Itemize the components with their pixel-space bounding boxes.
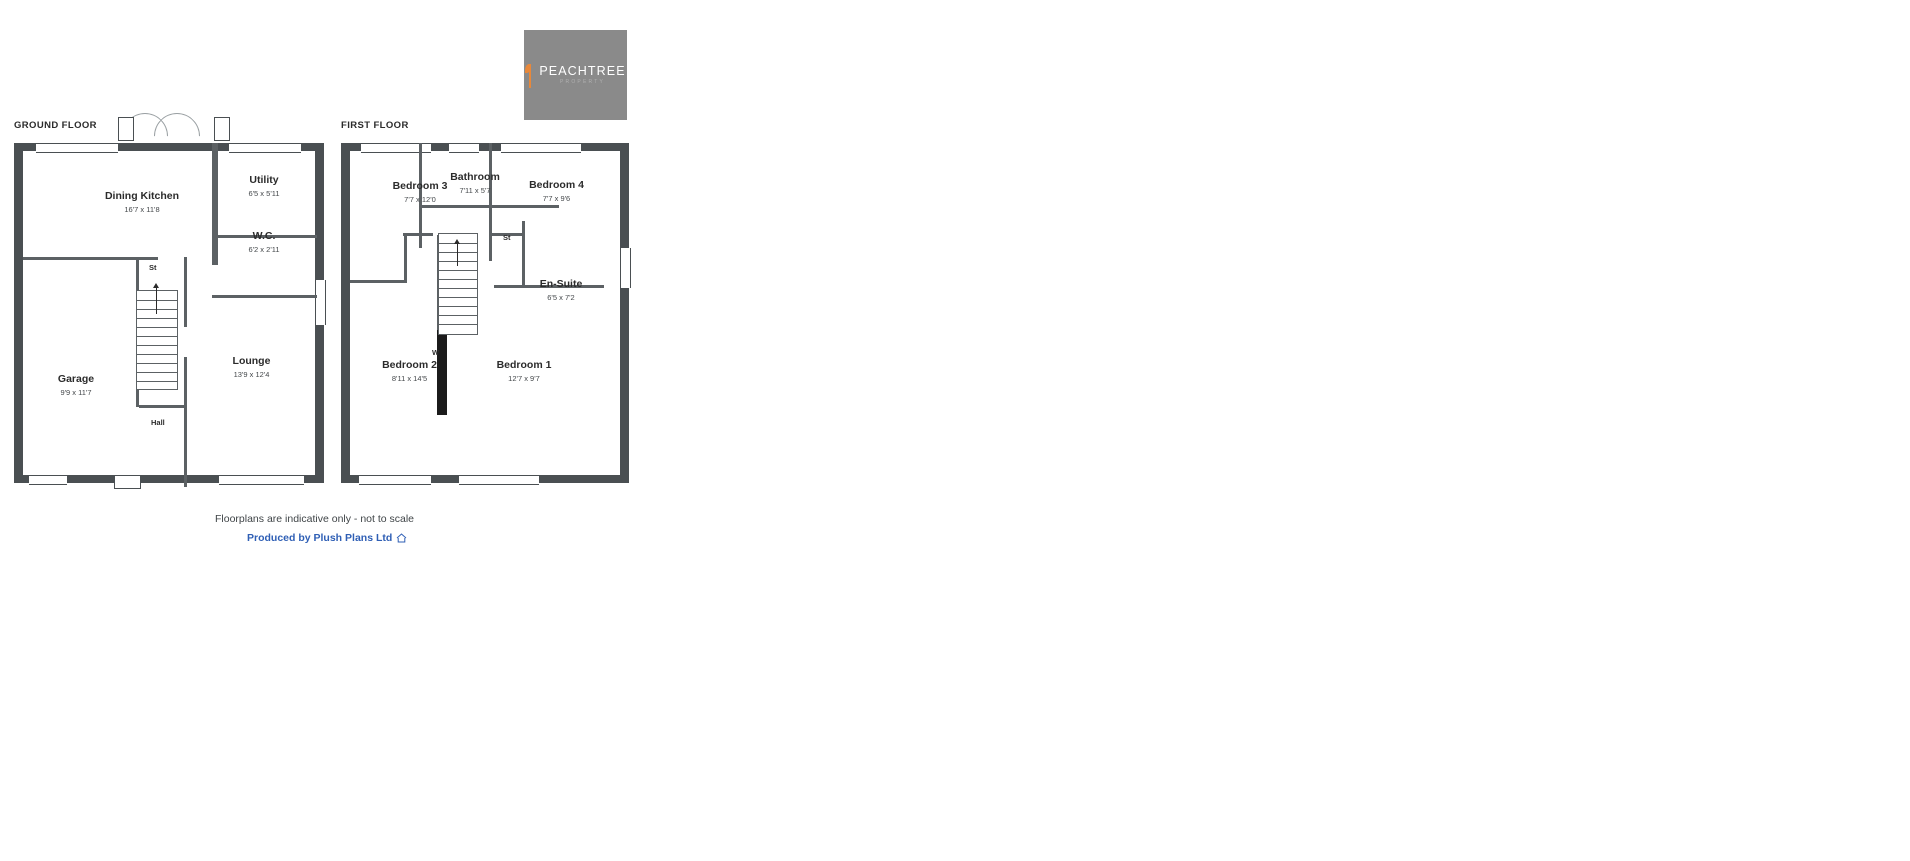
innerwall-landing-top xyxy=(403,233,433,236)
footer-credit-text: Produced by Plush Plans Ltd xyxy=(247,532,393,544)
room-garage: Garage 9'9 x 11'7 xyxy=(57,373,95,398)
logo-text xyxy=(539,65,625,85)
room-bedroom-2: Bedroom 2 8'11 x 14'5 xyxy=(382,359,437,384)
ground-floor-plan xyxy=(14,135,324,485)
window-kitchen-front xyxy=(36,143,118,153)
window-bathroom-front xyxy=(449,143,479,153)
staircase-ground xyxy=(136,290,178,390)
room-lounge: Lounge 13'9 x 12'4 xyxy=(232,355,271,380)
room-dining-kitchen: Dining Kitchen 16'7 x 11'8 xyxy=(104,190,180,215)
window-bed2-rear xyxy=(359,475,431,485)
porch-arc-right xyxy=(144,103,209,168)
room-bedroom-1: Bedroom 1 12'7 x 9'7 xyxy=(496,359,552,384)
logo-inner xyxy=(525,62,625,88)
window-side xyxy=(315,280,326,325)
label-wardrobe: W xyxy=(432,348,440,357)
room-bedroom-4: Bedroom 4 7'7 x 9'6 xyxy=(529,179,584,204)
window-utility-front xyxy=(229,143,301,153)
wall-left xyxy=(14,143,23,483)
stairs-direction-line xyxy=(156,288,157,314)
label-storage-first: St xyxy=(503,233,511,242)
innerwall-hall-lounge-upper xyxy=(184,257,187,327)
footer-credit[interactable] xyxy=(247,532,407,544)
first-floor-title: FIRST FLOOR xyxy=(341,120,409,131)
window-bed1-rear xyxy=(459,475,539,485)
innerwall-landing-vert xyxy=(404,233,407,283)
window-garage-rear xyxy=(29,475,67,485)
innerwall-landing-left xyxy=(350,280,407,283)
front-door-recess xyxy=(114,475,141,489)
staircase-first xyxy=(438,233,478,335)
room-utility: Utility 6'5 x 5'11 xyxy=(248,174,280,199)
house-icon xyxy=(396,533,407,543)
room-bedroom-3: Bedroom 3 7'7 x 12'0 xyxy=(392,180,448,205)
innerwall-under-stairs xyxy=(139,405,187,408)
room-bathroom: Bathroom 7'11 x 5'7 xyxy=(450,171,500,196)
stairs-direction-line xyxy=(457,244,458,266)
window-lounge-rear xyxy=(219,475,304,485)
first-floor-plan xyxy=(341,135,629,485)
peachtree-logo xyxy=(524,30,627,120)
room-en-suite: En-Suite 6'5 x 7'2 xyxy=(539,278,583,303)
logo-name: PEACHTREE xyxy=(539,63,626,78)
label-hall: Hall xyxy=(151,418,165,427)
innerwall-bathroom-bottom xyxy=(419,205,492,208)
footer-disclaimer: Floorplans are indicative only - not to scale xyxy=(215,513,415,525)
ground-floor-title: GROUND FLOOR xyxy=(14,120,97,131)
innerwall-wc-lounge xyxy=(212,295,317,298)
porch-post-left xyxy=(118,117,134,141)
window-bed4-front xyxy=(501,143,581,153)
innerwall-storage-left xyxy=(489,221,492,261)
logo-subtitle: PROPERTY xyxy=(559,78,605,85)
room-wc: W.C. 6'2 x 2'11 xyxy=(248,230,280,255)
peach-tree-icon xyxy=(525,62,535,88)
porch-post-right xyxy=(214,117,230,141)
innerwall-bed4-bottom xyxy=(489,205,559,208)
label-storage-ground: St xyxy=(149,263,157,272)
